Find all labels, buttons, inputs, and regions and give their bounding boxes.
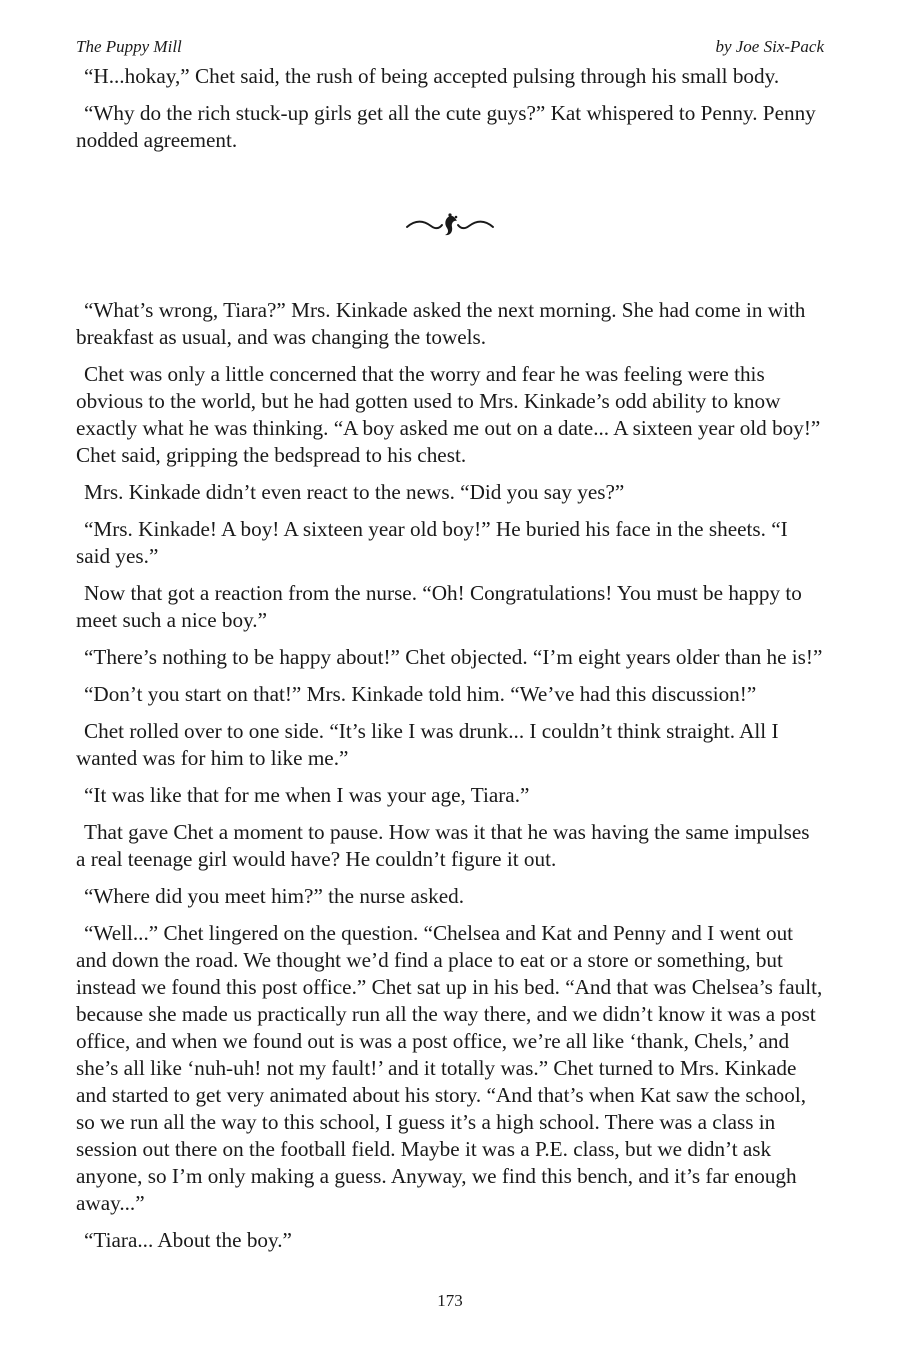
fleuron-ornament-icon xyxy=(405,212,495,238)
paragraph: “Tiara... About the boy.” xyxy=(84,1228,292,1252)
text-block-before-break xyxy=(76,63,824,154)
paragraph: Now that got a reaction from the nurse. “Oh! Congratulations! You must be happy to meet such a nice boy.” xyxy=(76,581,802,632)
paragraph: “Why do the rich stuck-up girls get all the cute guys?” Kat whispered to Penny. Penny nodded agreement. xyxy=(76,101,816,152)
running-header xyxy=(76,36,824,58)
text-block-after-break xyxy=(76,297,824,1254)
paragraph: That gave Chet a moment to pause. How was it that he was having the same impulses a real teenage girl would have? He couldn’t figure it out. xyxy=(76,820,810,871)
paragraph: “Where did you meet him?” the nurse asked. xyxy=(84,884,465,908)
paragraph: “Well...” Chet lingered on the question. “Chelsea and Kat and Penny and I went out and down the road. We thought we’d find a place to eat or a store or something, but instead we found this post office.” Chet sat up in his bed. “And that was Chelsea’s fault, because she made us practically run all the way there, and we didn’t know it was a post office, and when we found out is was a post office, we’re all like ‘thank, Chels,’ and she’s all like ‘nuh-uh! not my fault!’ and it totally was.” Chet turned to Mrs. Kinkade and started to get very animated about his story. “And that’s when Kat saw the school, so we run all the way to this school, I guess it’s a high school. There was a class in session out there on the football field. Maybe it was a P.E. class, but we didn’t ask anyone, so I’m only making a guess. Anyway, we find this bench, and it’s far enough away...” xyxy=(76,921,823,1215)
paragraph: “What’s wrong, Tiara?” Mrs. Kinkade asked the next morning. She had come in with breakfast as usual, and was changing the towels. xyxy=(76,298,806,349)
paragraph: “H...hokay,” Chet said, the rush of being accepted pulsing through his small body. xyxy=(84,64,780,88)
paragraph: “It was like that for me when I was your age, Tiara.” xyxy=(84,783,530,807)
paragraph: Mrs. Kinkade didn’t even react to the news. “Did you say yes?” xyxy=(84,480,625,504)
paragraph: “There’s nothing to be happy about!” Chet objected. “I’m eight years older than he is!” xyxy=(84,645,823,669)
book-author: by Joe Six-Pack xyxy=(715,37,824,56)
page-number: 173 xyxy=(437,1291,463,1310)
book-title: The Puppy Mill xyxy=(76,37,182,56)
paragraph: Chet rolled over to one side. “It’s like I was drunk... I couldn’t think straight. All I wanted was for him to like me.” xyxy=(76,719,779,770)
book-page xyxy=(76,36,824,1264)
paragraph: “Don’t you start on that!” Mrs. Kinkade told him. “We’ve had this discussion!” xyxy=(84,682,757,706)
paragraph: “Mrs. Kinkade! A boy! A sixteen year old boy!” He buried his face in the sheets. “I said yes.” xyxy=(76,517,788,568)
paragraph: Chet was only a little concerned that the worry and fear he was feeling were this obvious to the world, but he had gotten used to Mrs. Kinkade’s odd ability to know exactly what he was thinking. “A boy asked me out on a date... A sixteen year old boy!” Chet said, gripping the bedspread to his chest. xyxy=(76,362,821,467)
scene-break xyxy=(76,190,824,260)
